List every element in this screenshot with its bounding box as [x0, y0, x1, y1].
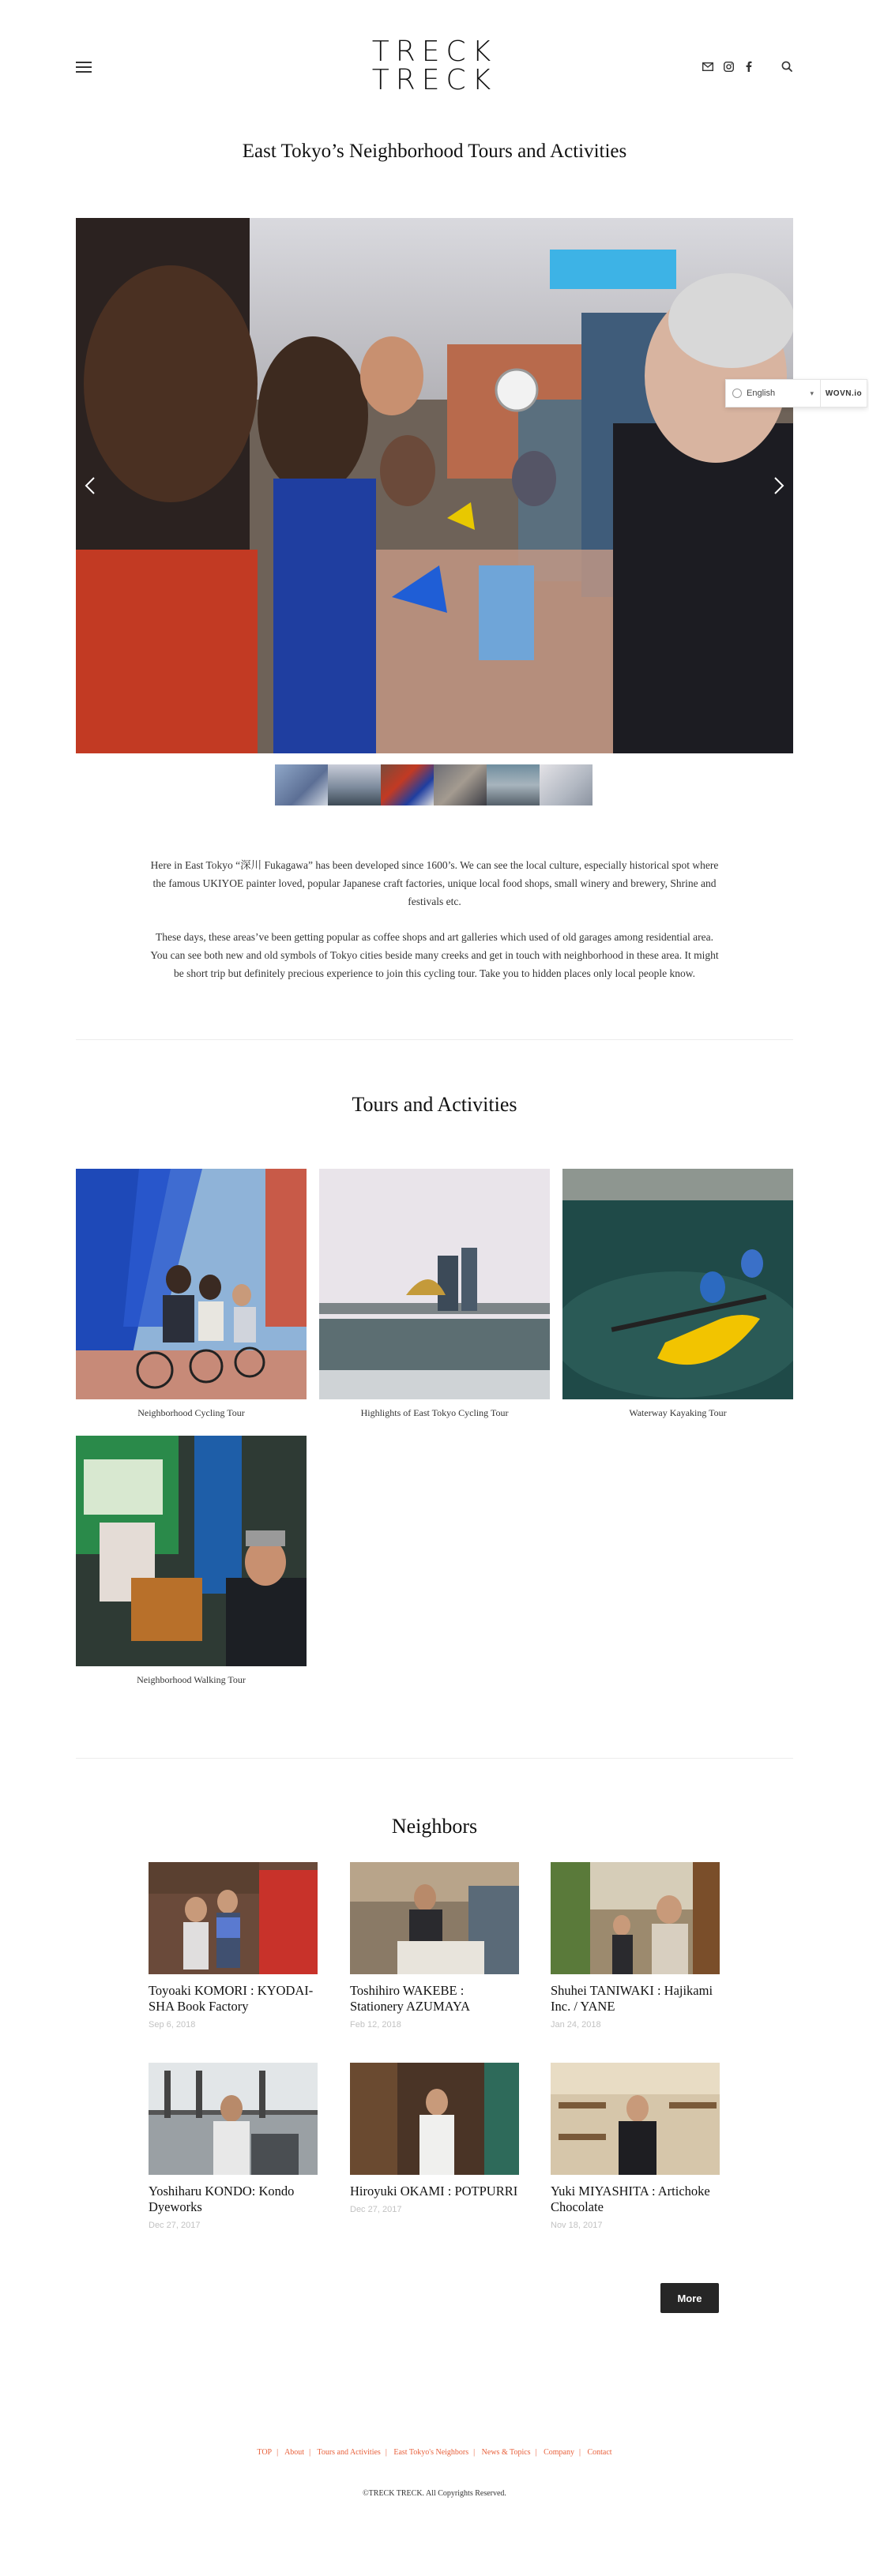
site-header	[0, 0, 869, 134]
neighbor-photo	[551, 1862, 720, 1974]
neighbor-card[interactable]	[551, 1862, 720, 2030]
footer-separator: |	[276, 2448, 279, 2457]
footer-separator: |	[473, 2448, 476, 2457]
tour-photo	[319, 1169, 550, 1399]
tour-photo	[76, 1169, 307, 1399]
section-divider	[76, 1758, 793, 1759]
footer-link-top[interactable]: TOP	[257, 2448, 273, 2457]
neighbor-name[interactable]: Yoshiharu KONDO: Kondo Dyeworks	[149, 2184, 295, 2214]
hero-photo	[76, 218, 793, 753]
chevron-right-icon	[773, 476, 784, 495]
section-divider	[76, 1039, 793, 1040]
neighbor-name[interactable]: Toyoaki KOMORI : KYODAI-SHA Book Factory	[149, 1983, 314, 2014]
neighbor-date: Nov 18, 2017	[551, 2221, 603, 2230]
language-select[interactable]	[726, 380, 821, 407]
neighbor-date: Dec 27, 2017	[350, 2205, 402, 2214]
neighbor-date: Feb 12, 2018	[350, 2020, 401, 2030]
search-icon[interactable]	[781, 60, 793, 73]
site-logo[interactable]	[370, 38, 499, 96]
footer-link-tours[interactable]: Tours and Activities	[317, 2448, 381, 2457]
tour-card[interactable]	[76, 1169, 307, 1419]
neighbor-card[interactable]	[350, 1862, 519, 2030]
instagram-icon[interactable]	[722, 60, 735, 73]
neighbors-section-title: Neighbors	[391, 1815, 478, 1838]
slider-thumbnail[interactable]	[434, 764, 487, 805]
neighbor-date: Dec 27, 2017	[149, 2221, 201, 2230]
slider-thumbnails	[275, 764, 594, 805]
more-button[interactable]: More	[660, 2283, 719, 2313]
intro-text	[147, 856, 722, 1000]
neighbor-photo	[350, 1862, 519, 1974]
footer-separator: |	[535, 2448, 537, 2457]
language-selected: English	[747, 389, 776, 398]
neighbor-card[interactable]	[149, 2063, 318, 2230]
intro-paragraph-1: Here in East Tokyo “深川 Fukagawa” has been developed since 1600’s. We can see the local culture, especially historical spot where the famous UKIYOE painter loved, popular Japanese craft factories, unique local food shops, small winery and brewery, Shrine and festivals etc.	[150, 859, 719, 907]
tour-label: Waterway Kayaking Tour	[629, 1407, 727, 1418]
footer-link-news[interactable]: News & Topics	[481, 2448, 531, 2457]
globe-icon	[732, 389, 742, 398]
neighbor-photo	[350, 2063, 519, 2175]
wovn-logo[interactable]: WOVN.io	[825, 389, 863, 398]
tour-card[interactable]	[319, 1169, 550, 1419]
logo-line-1: TRECK	[371, 36, 498, 68]
intro-paragraph-2: These days, these areas’ve been getting popular as coffee shops and art galleries which used of old garages among residential area. You can see both new and old symbols of Tokyo cities beside many creeks and get in touch with neighborhood in these area. It might be short trip but definitely precious experience to join this cycling tour. Take you to hidden places only local people know.	[150, 931, 719, 979]
mail-icon[interactable]	[702, 60, 714, 73]
tour-card[interactable]	[562, 1169, 793, 1419]
slider-thumbnail[interactable]	[487, 764, 540, 805]
slider-prev-arrow[interactable]	[81, 472, 100, 499]
footer-nav	[0, 2448, 869, 2457]
footer-link-contact[interactable]: Contact	[587, 2448, 612, 2457]
footer-separator: |	[385, 2448, 387, 2457]
footer-separator: |	[309, 2448, 311, 2457]
tour-label: Highlights of East Tokyo Cycling Tour	[360, 1407, 509, 1418]
neighbor-card[interactable]	[551, 2063, 720, 2230]
tour-photo	[562, 1169, 793, 1399]
neighbor-photo	[149, 1862, 318, 1974]
footer-separator: |	[578, 2448, 581, 2457]
chevron-down-icon: ▾	[810, 389, 814, 397]
tour-label: Neighborhood Walking Tour	[137, 1674, 246, 1685]
neighbor-card[interactable]	[149, 1862, 318, 2030]
tour-label: Neighborhood Cycling Tour	[137, 1407, 245, 1418]
slider-thumbnail[interactable]	[328, 764, 381, 805]
neighbor-date: Jan 24, 2018	[551, 2020, 601, 2030]
neighbor-date: Sep 6, 2018	[149, 2020, 196, 2030]
tours-section-title: Tours and Activities	[352, 1093, 517, 1116]
slider-thumbnail[interactable]	[540, 764, 592, 805]
hero-slider[interactable]	[76, 218, 793, 753]
copyright: ©TRECK TRECK. All Copyrights Reserved.	[363, 2489, 506, 2498]
chevron-left-icon	[85, 476, 96, 495]
neighbor-name[interactable]: Yuki MIYASHITA : Artichoke Chocolate	[551, 2184, 710, 2214]
language-widget	[725, 379, 867, 407]
logo-line-2: TRECK	[371, 64, 498, 96]
footer-link-about[interactable]: About	[284, 2448, 305, 2457]
page-title: East Tokyo’s Neighborhood Tours and Activities	[242, 141, 627, 162]
neighbor-photo	[551, 2063, 720, 2175]
neighbor-name[interactable]: Toshihiro WAKEBE : Stationery AZUMAYA	[350, 1983, 471, 2014]
header-icons	[702, 60, 793, 73]
neighbor-photo	[149, 2063, 318, 2175]
neighbor-name[interactable]: Shuhei TANIWAKI : Hajikami Inc. / YANE	[551, 1983, 713, 2014]
slider-next-arrow[interactable]	[769, 472, 788, 499]
slider-thumbnail[interactable]	[381, 764, 434, 805]
tour-card[interactable]	[76, 1436, 307, 1686]
slider-thumbnail[interactable]	[275, 764, 328, 805]
menu-icon[interactable]	[76, 62, 92, 73]
footer-link-company[interactable]: Company	[544, 2448, 574, 2457]
neighbor-card[interactable]	[350, 2063, 519, 2214]
footer-link-neighbors[interactable]: East Tokyo's Neighbors	[393, 2448, 469, 2457]
facebook-icon[interactable]	[743, 60, 755, 73]
neighbor-name[interactable]: Hiroyuki OKAMI : POTPURRI	[350, 2184, 518, 2199]
tour-photo	[76, 1436, 307, 1666]
